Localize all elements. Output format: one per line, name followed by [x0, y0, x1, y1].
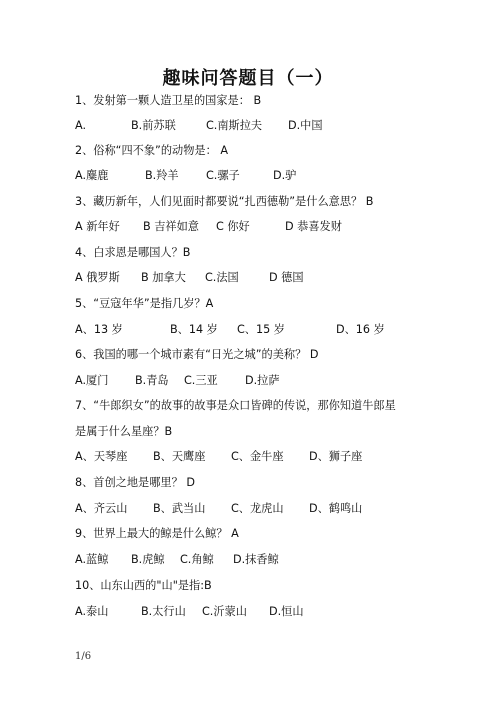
q7-option-c: C、金牛座	[231, 450, 284, 463]
question-4: 4、白求恩是哪国人？B	[75, 246, 191, 259]
q6-option-c: C.三亚	[184, 374, 218, 387]
question-9: 9、世界上最大的鲸是什么鲸？ A	[75, 527, 239, 540]
q1-option-a: A.	[75, 119, 87, 132]
q3-option-a: A 新年好	[75, 220, 120, 233]
q8-option-c: C、龙虎山	[231, 502, 284, 515]
question-3: 3、藏历新年，人们见面时都要说“扎西德勒”是什么意思？ B	[75, 195, 374, 208]
q9-option-c: C.角鲸	[180, 553, 214, 566]
q2-option-b: B.羚羊	[145, 169, 179, 182]
q1-option-c: C.南斯拉夫	[206, 119, 263, 132]
q2-option-c: C.骡子	[206, 169, 240, 182]
q2-option-a: A.麋鹿	[75, 169, 109, 182]
q5-option-d: D、16 岁	[336, 323, 385, 336]
q10-option-c: C.沂蒙山	[202, 605, 247, 618]
q1-option-d: D.中国	[288, 119, 323, 132]
q2-option-d: D.驴	[273, 169, 297, 182]
q3-option-c: C 你好	[216, 220, 250, 233]
q8-option-a: A、齐云山	[75, 502, 128, 515]
q3-option-b: B 吉祥如意	[143, 220, 199, 233]
q7-option-a: A、天琴座	[75, 450, 128, 463]
q9-option-b: B.虎鲸	[131, 553, 165, 566]
page-title: 趣味问答题目（一）	[162, 68, 334, 89]
q7-option-d: D、狮子座	[309, 450, 363, 463]
question-8: 8、首创之地是哪里？ D	[75, 476, 195, 489]
q4-option-c: C.法国	[205, 271, 239, 284]
question-7-continued: 是属于什么星座？B	[75, 425, 173, 438]
q1-option-b: B.前苏联	[131, 119, 176, 132]
q10-option-a: A.泰山	[75, 605, 109, 618]
q6-option-b: B.青岛	[135, 374, 169, 387]
q3-option-d: D 恭喜发财	[285, 220, 342, 233]
q9-option-d: D.抹香鲸	[233, 553, 279, 566]
q9-option-a: A.蓝鲸	[75, 553, 109, 566]
question-6: 6、我国的哪一个城市素有“日光之城”的美称？ D	[75, 348, 319, 361]
question-2: 2、俗称“四不象”的动物是： A	[75, 144, 228, 157]
q8-option-b: B、武当山	[153, 502, 206, 515]
question-1: 1、发射第一颗人造卫星的国家是： B	[75, 94, 262, 107]
q7-option-b: B、天鹰座	[153, 450, 206, 463]
q4-option-b: B 加拿大	[141, 271, 186, 284]
q5-option-c: C、15 岁	[237, 323, 285, 336]
page-number: 1/6	[75, 651, 92, 662]
q6-option-d: D.拉萨	[245, 374, 280, 387]
question-10: 10、山东山西的"山"是指:B	[75, 579, 212, 592]
q4-option-a: A 俄罗斯	[75, 271, 120, 284]
q10-option-d: D.恒山	[269, 605, 304, 618]
question-7: 7、“牛郎织女”的故事的故事是众口皆碑的传说，那你知道牛郎星	[75, 399, 396, 412]
q5-option-b: B、14 岁	[170, 323, 218, 336]
q4-option-d: D 德国	[269, 271, 304, 284]
q8-option-d: D、鹤鸣山	[309, 502, 363, 515]
q6-option-a: A.厦门	[75, 374, 109, 387]
question-5: 5、“豆寇年华”是指几岁？A	[75, 297, 214, 310]
q10-option-b: B.太行山	[141, 605, 186, 618]
q5-option-a: A、13 岁	[75, 323, 123, 336]
